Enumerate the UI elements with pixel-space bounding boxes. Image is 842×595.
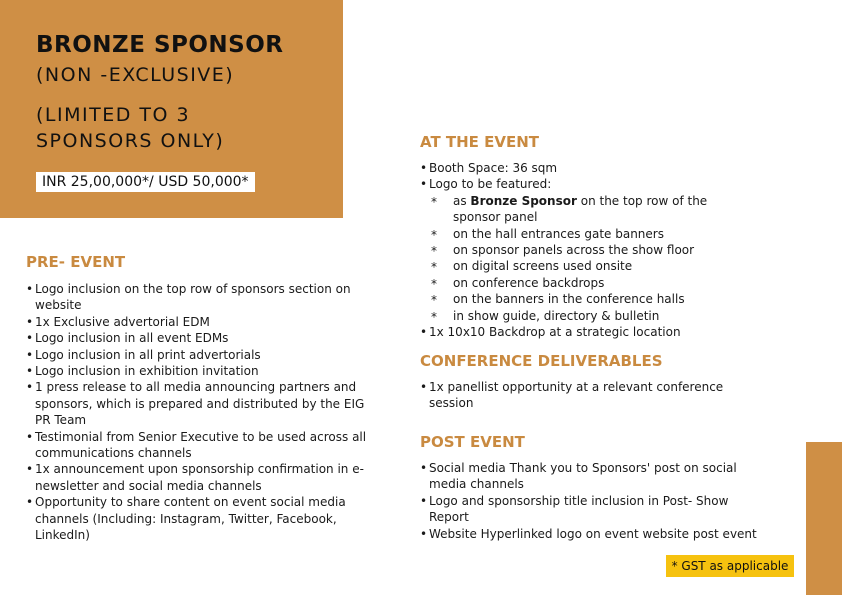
limit-line-1: (LIMITED TO 3	[36, 104, 191, 126]
logo-placement-item: * on the hall entrances gate banners	[429, 226, 750, 242]
logo-placement-item: * on conference backdrops	[429, 275, 750, 291]
conference-heading: CONFERENCE DELIVERABLES	[420, 352, 663, 370]
list-item	[420, 176, 750, 324]
list-item: • Logo inclusion in all print advertorials	[26, 347, 371, 363]
list-item: • Social media Thank you to Sponsors' post on social media channels	[420, 460, 765, 493]
list-item: • Opportunity to share content on event social media channels (Including: Instagram, Twitter, Facebook, LinkedIn)	[26, 494, 371, 543]
logo-placement-list	[429, 193, 750, 324]
list-item: • Logo inclusion on the top row of sponsors section on website	[26, 281, 371, 314]
at-event-heading: AT THE EVENT	[420, 133, 540, 151]
list-item: • 1x announcement upon sponsorship confirmation in e-newsletter and social media channels	[26, 461, 371, 494]
logo-first-post: on the top row of the sponsor panel	[453, 193, 708, 225]
sponsor-tier-label: Bronze Sponsor	[470, 193, 577, 208]
list-item: • Booth Space: 36 sqm	[420, 160, 750, 176]
logo-first-pre: as	[453, 193, 471, 208]
price-tag: INR 25,00,000*/ USD 50,000*	[36, 172, 255, 192]
package-subtitle: (NON -EXCLUSIVE)	[36, 64, 235, 86]
pre-event-list	[26, 281, 371, 544]
list-item: • Logo inclusion in all event EDMs	[26, 330, 371, 346]
logo-intro: Logo to be featured:	[429, 177, 552, 192]
package-limit-note	[36, 102, 224, 154]
at-event-list	[420, 160, 750, 340]
list-item: • Logo inclusion in exhibition invitation	[26, 363, 371, 379]
list-item: • Website Hyperlinked logo on event website post event	[420, 526, 765, 542]
list-item: • 1 press release to all media announcing partners and sponsors, which is prepared and distributed by the EIG PR Team	[26, 379, 371, 428]
logo-placement-item: * on digital screens used onsite	[429, 258, 750, 274]
conference-list	[420, 379, 735, 412]
list-item: • 1x 10x10 Backdrop at a strategic location	[420, 324, 750, 340]
post-event-heading: POST EVENT	[420, 433, 525, 451]
logo-placement-item	[429, 193, 750, 226]
list-item: • 1x panellist opportunity at a relevant conference session	[420, 379, 735, 412]
limit-line-2: SPONSORS ONLY)	[36, 130, 225, 152]
logo-placement-item: * in show guide, directory & bulletin	[429, 308, 750, 324]
gst-note: * GST as applicable	[666, 555, 794, 577]
package-title: BRONZE SPONSOR	[36, 32, 284, 58]
list-item: • Logo and sponsorship title inclusion in Post- Show Report	[420, 493, 765, 526]
pre-event-heading: PRE- EVENT	[26, 253, 126, 271]
decorative-side-bar	[806, 442, 842, 595]
list-item: • 1x Exclusive advertorial EDM	[26, 314, 371, 330]
list-item: • Testimonial from Senior Executive to be used across all communications channels	[26, 429, 371, 462]
logo-placement-item: * on sponsor panels across the show floor	[429, 242, 750, 258]
post-event-list	[420, 460, 765, 542]
logo-placement-item: * on the banners in the conference halls	[429, 291, 750, 307]
